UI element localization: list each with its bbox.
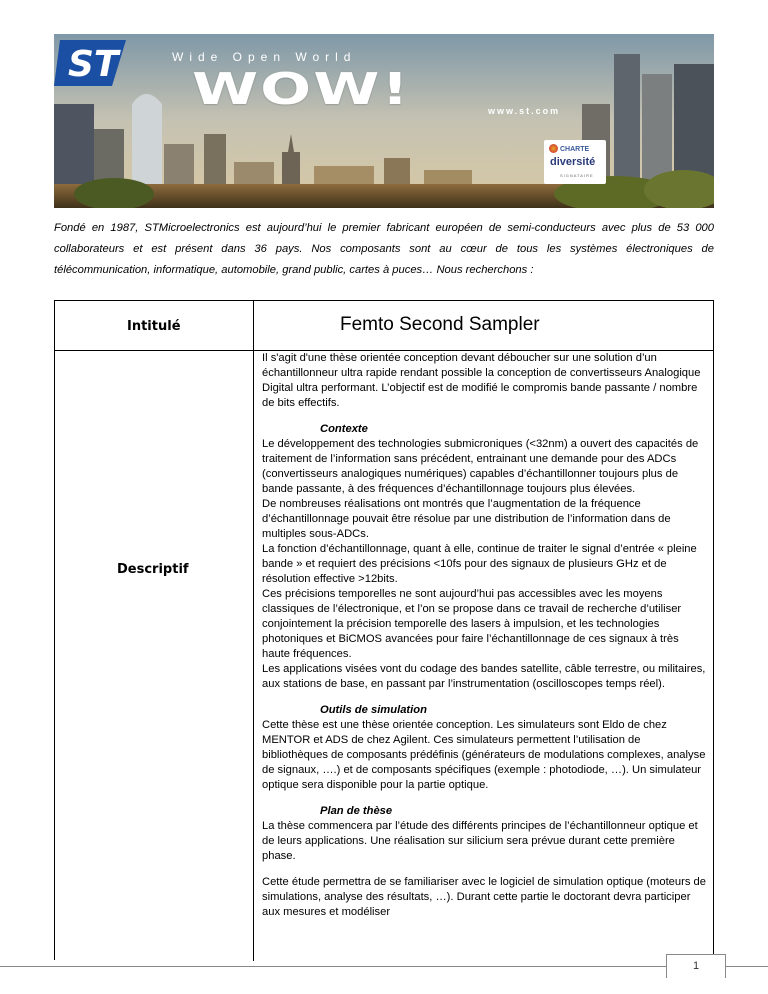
outils-section — [262, 703, 708, 793]
column-divider — [253, 301, 254, 961]
intitule-label: Intitulé — [127, 319, 181, 334]
charte-label: CHARTE — [560, 146, 590, 153]
thesis-title: Femto Second Sampler — [340, 314, 540, 335]
charte-word: diversité — [550, 156, 596, 168]
plan-section — [262, 804, 708, 920]
contexte-paragraph-2: De nombreuses réalisations ont montrés que l’augmentation de la fréquence d’échantillonnage pouvait être résolue par une distribution de l’information dans de multiples sous-ADCs. — [262, 498, 671, 540]
contexte-paragraph-3: La fonction d’échantillonnage, quant à elle, continue de traiter le signal d’entrée « pleine bande » et requiert des précisions <10fs pour des signaux de plusieurs GHz et de résolution effective >12bits. — [262, 543, 697, 585]
contexte-section — [262, 422, 708, 692]
summary-paragraph: Il s'agit d'une thèse orientée conception devant déboucher sur une solution d’un échantillonneur ultra rapide rendant possible la conception de convertisseurs Analogique Digital ultra performant. L’objectif est de modifié le compromis bande passante / nombre de bits effectifs. — [262, 352, 701, 409]
contexte-paragraph-5: Les applications visées vont du codage des bandes satellite, câble terrestre, ou militaires, aux stations de base, en passant par l’instrumentation (oscilloscopes temps réel). — [262, 663, 706, 690]
charte-diversite-badge — [544, 140, 606, 184]
banner-url: www.st.com — [488, 106, 561, 116]
charte-signataire: SIGNATAIRE — [560, 173, 594, 178]
banner-tagline: Wide Open World — [172, 50, 357, 64]
outils-heading: Outils de simulation — [320, 704, 427, 716]
plan-paragraph-1: La thèse commencera par l’étude des différents principes de l’échantillonneur optique et de leurs applications. Une réalisation sur silicium sera prévue durant cette première phase. — [262, 820, 698, 862]
plan-heading: Plan de thèse — [320, 805, 393, 817]
offer-table — [54, 300, 714, 960]
plan-paragraph-2: Cette étude permettra de se familiariser avec le logiciel de simulation optique (moteurs de simulations, analyse des résultats, …). Durant cette partie le doctorant devra participer aux mesures et modéliser — [262, 876, 706, 918]
footer-rule — [0, 966, 768, 967]
descriptif-label: Descriptif — [117, 562, 189, 577]
company-intro: Fondé en 1987, STMicroelectronics est aujourd’hui le premier fabricant européen de semi-conducteurs avec plus de 53 000 collaborateurs et est présent dans 36 pays. Nos composants sont au cœur de tous les systèmes électroniques de télécommunication, informatique, automobile, grand public, cartes à puces… Nous recherchons : — [54, 222, 714, 276]
st-logo-text: ST — [68, 44, 119, 85]
banner-headline: WOW! — [192, 64, 411, 115]
contexte-paragraph-4: Ces précisions temporelles ne sont aujourd’hui pas accessibles avec les moyens classiques de l’électronique, et l’on se propose dans ce travail de recherche d’utiliser conjointement la précision temporelle des lasers à impulsion, et les technologies photoniques et BiCMOS avancées pour faire l’échantillonnage de ces signaux à très haute fréquences. — [262, 588, 682, 660]
city-skyline-illustration — [54, 34, 714, 208]
contexte-paragraph-1: Le développement des technologies submicroniques (<32nm) a ouvert des capacités de traitement de l’information sans précédent, entrainant une demande pour des ADCs (convertisseurs analogiques numériques) capables d’échantillonner toujours plus de bande passante, à des fréquences d’échantillonnage toujours plus élevées. — [262, 438, 699, 495]
contexte-heading: Contexte — [320, 423, 368, 435]
st-logo-icon — [54, 34, 128, 94]
description-cell — [262, 351, 708, 920]
page-number: 1 — [692, 960, 700, 972]
charte-flower-icon — [549, 144, 558, 153]
header-banner — [54, 34, 714, 208]
outils-paragraph: Cette thèse est une thèse orientée conception. Les simulateurs sont Eldo de chez MENTOR et ADS de chez Agilent. Ces simulateurs permettent l’utilisation de bibliothèques de composants prédéfinis (générateurs de modulations complexes, analyse de signaux, ….) et de composants spécifiques (exemple : photodiode, …). Un simulateur optique sera disponible pour la partie optique. — [262, 719, 706, 791]
